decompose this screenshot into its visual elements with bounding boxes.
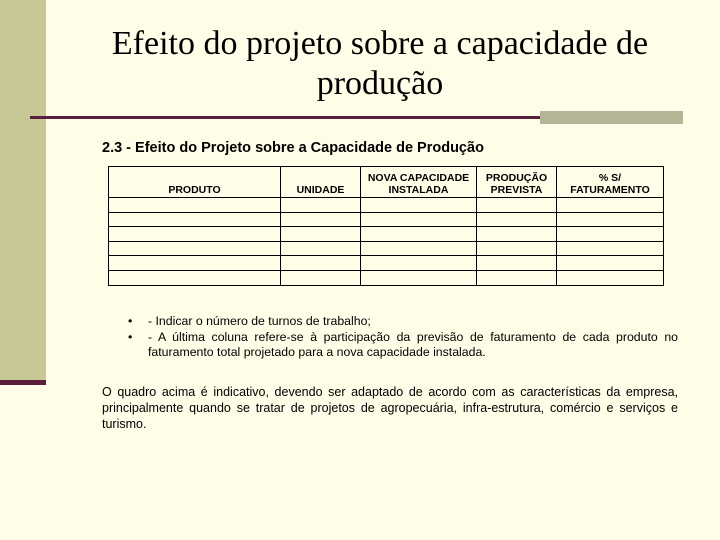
table-cell <box>109 270 281 285</box>
table-row <box>109 241 664 256</box>
column-header-unidade: UNIDADE <box>281 167 361 198</box>
table-cell <box>109 212 281 227</box>
left-decorative-bar <box>0 0 46 383</box>
table-cell <box>557 256 664 271</box>
table-cell <box>281 227 361 242</box>
table-cell <box>281 256 361 271</box>
table-row <box>109 256 664 271</box>
table-cell <box>109 256 281 271</box>
note-paragraph: O quadro acima é indicativo, devendo ser adaptado de acordo com as características da empresa, principalmente quando se tratar de projetos de agropecuária, infra-estrutura, comércio e serviços e turismo. <box>102 385 678 431</box>
table-cell <box>281 270 361 285</box>
table-row <box>109 227 664 242</box>
table-cell <box>361 241 477 256</box>
table-cell <box>361 256 477 271</box>
column-header-produto: PRODUTO <box>109 167 281 198</box>
bullet-marker: • <box>128 330 133 344</box>
table-cell <box>281 212 361 227</box>
table-cell <box>557 227 664 242</box>
table-cell <box>361 270 477 285</box>
bullet-text: - Indicar o número de turnos de trabalho; <box>148 314 371 328</box>
table-cell <box>109 198 281 213</box>
table-row <box>109 270 664 285</box>
bullet-list <box>128 314 678 361</box>
table-row <box>109 212 664 227</box>
table-header-row <box>109 167 664 198</box>
table-cell <box>361 227 477 242</box>
table-cell <box>477 256 557 271</box>
left-bar-accent-line <box>0 380 46 385</box>
table-cell <box>557 270 664 285</box>
table-cell <box>361 198 477 213</box>
table-cell <box>477 198 557 213</box>
table-cell <box>557 212 664 227</box>
table-cell <box>557 241 664 256</box>
slide-title: Efeito do projeto sobre a capacidade de produção <box>111 25 649 102</box>
table-cell <box>477 241 557 256</box>
table-row <box>109 198 664 213</box>
table-cell <box>477 270 557 285</box>
table-cell <box>109 227 281 242</box>
bullet-item <box>128 330 678 360</box>
bullet-marker: • <box>128 314 133 328</box>
table-cell <box>557 198 664 213</box>
column-header-nova-capacidade: NOVA CAPACIDADE INSTALADA <box>361 167 477 198</box>
table-cell <box>281 198 361 213</box>
table-cell <box>477 212 557 227</box>
title-underline-block <box>540 111 683 124</box>
table-cell <box>477 227 557 242</box>
section-heading: 2.3 - Efeito do Projeto sobre a Capacidade de Produção <box>102 140 484 156</box>
table-body <box>109 198 664 286</box>
table-cell <box>361 212 477 227</box>
capacity-table <box>108 166 664 286</box>
column-header-producao-prevista: PRODUÇÃO PREVISTA <box>477 167 557 198</box>
table-cell <box>109 241 281 256</box>
bullet-item <box>128 314 678 329</box>
bullet-text: - A última coluna refere-se à participação da previsão de faturamento de cada produto no faturamento total projetado para a nova capacidade instalada. <box>148 330 678 359</box>
table-cell <box>281 241 361 256</box>
column-header-faturamento: % S/ FATURAMENTO <box>557 167 664 198</box>
